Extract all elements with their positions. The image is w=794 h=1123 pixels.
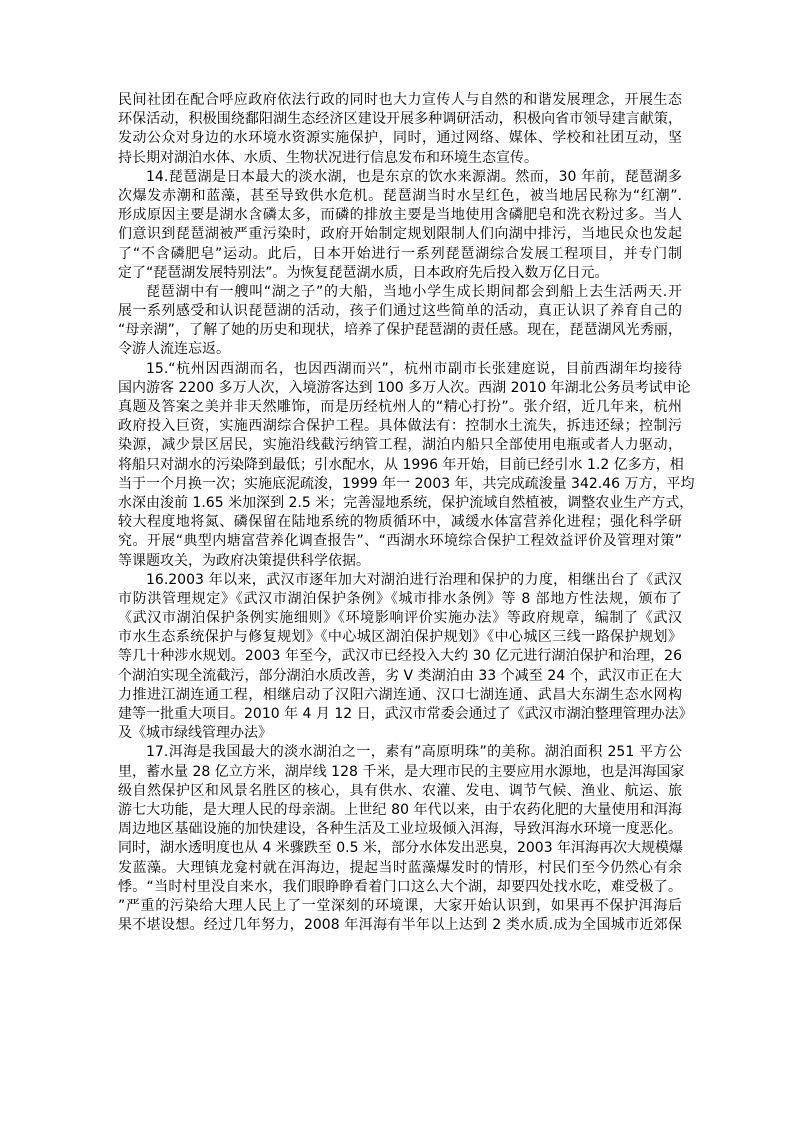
text-line: 果不堪设想。经过几年努力，2008 年洱海有半年以上达到 2 类水质.成为全国城市近郊保 bbox=[118, 917, 682, 934]
text-line: 真题及答案之美并非天然雕饰，而是历经杭州人的“精心打扮”。张介绍，近几年来，杭州 bbox=[118, 399, 682, 415]
text-line: 染源，减少景区居民，实施沿线截污纳管工程，湖泊内船只全部使用电瓶或者人力驱动， bbox=[118, 437, 682, 454]
text-line: 水深由浚前 1.65 米加深到 2.5 米；完善湿地系统，保护流域自然植被，调整农业生产方式， bbox=[118, 494, 694, 511]
text-line: 环保活动，积极围绕鄱阳湖生态经济区建设开展多种调研活动，积极向省市领导建言献策， bbox=[118, 111, 682, 128]
text-line: 级自然保护区和风景名胜区的核心，具有供水、农灌、发电、调节气候、渔业、航运、旅 bbox=[118, 782, 682, 799]
text-line: “母亲湖”，了解了她的历史和现状，培养了保护琵琶湖的责任感。现在，琵琶湖风光秀丽， bbox=[118, 322, 682, 339]
text-line: 市防洪管理规定》《武汉市湖泊保护条例》《城市排水条例》等 8 部地方性法规，颁布了 bbox=[118, 590, 682, 607]
text-line: 建等一批重大项目。2010 年 4 月 12 日，武汉市常委会通过了《武汉市湖泊整理管理办法》 bbox=[118, 706, 693, 722]
paragraph bbox=[118, 91, 682, 168]
text-line: 力推进江湖连通工程，相继启动了汉阳六湖连通、汉口七湖连通、武昌大东湖生态水网构 bbox=[118, 686, 682, 703]
text-line: 们意识到琵琶湖被严重污染时，政府开始制定规划限制人们向湖中排污，当地民众也发起 bbox=[118, 226, 682, 243]
text-line: 15.“杭州因西湖而名，也因西湖而兴”，杭州市副市长张建庭说，目前西湖年均接待 bbox=[146, 360, 682, 377]
text-line: 周边地区基础设施的加快建设，各种生活及工业垃圾倾入洱海，导致洱海水环境一度恶化。 bbox=[118, 821, 682, 838]
text-line: 市水生态系统保护与修复规划》《中心城区湖泊保护规划》《中心城区三线一路保护规划》 bbox=[118, 629, 682, 646]
text-line: 民间社团在配合呼应政府依法行政的同时也大力宣传人与自然的和谐发展理念，开展生态 bbox=[118, 92, 682, 108]
text-line: 游七大功能，是大理人民的母亲湖。上世纪 80 年代以来，由于农药化肥的大量使用和洱海 bbox=[118, 801, 682, 818]
text-line: 国内游客 2200 多万人次，入境游客达到 100 多万人次。西湖 2010 年湖北公务员考试申论 bbox=[118, 379, 691, 396]
paragraph bbox=[118, 743, 685, 935]
text-line: 形成原因主要是湖水含磷太多，而磷的排放主要是当地使用含磷肥皂和洗衣粉过多。当人 bbox=[118, 207, 682, 224]
text-line: 悸。“当时村里没自来水，我们眼睁睁看着门口这么大个湖，却要四处找水吃，难受极了。 bbox=[118, 878, 682, 895]
paragraph bbox=[118, 571, 693, 744]
text-line: 《武汉市湖泊保护条例实施细则》《环境影响评价实施办法》等政府规章，编制了《武汉 bbox=[118, 610, 682, 627]
text-line: 发动公众对身边的水环境水资源实施保护，同时，通过网络、媒体、学校和社团互动，坚 bbox=[118, 130, 682, 147]
text-line: 17.洱海是我国最大的淡水湖泊之一，素有”高原明珠”的美称。湖泊面积 251 平方公 bbox=[146, 744, 682, 761]
text-line: 令游人流连忘返。 bbox=[118, 341, 230, 358]
text-line: 个湖泊实现全流截污，部分湖泊水质改善，劣 V 类湖泊由 33 个减至 24 个，武汉市正在大 bbox=[118, 667, 682, 684]
document-page bbox=[118, 91, 695, 935]
text-line: 持长期对湖泊水体、水质、生物状况进行信息发布和环境生态宣传。 bbox=[118, 149, 538, 166]
text-line: 琵琶湖中有一艘叫“湖之子”的大船，当地小学生成长期间都会到船上去生活两天.开 bbox=[146, 283, 682, 300]
text-line: 16.2003 年以来，武汉市逐年加大对湖泊进行治理和保护的力度，相继出台了《武汉 bbox=[146, 571, 682, 588]
text-line: 等几十种涉水规划。2003 年至今，武汉市已经投入大约 30 亿元进行湖泊保护和治理，26 bbox=[118, 648, 682, 665]
text-line: 等课题攻关，为政府决策提供科学依据。 bbox=[118, 552, 370, 569]
text-line: 展一系列感受和认识琵琶湖的活动，孩子们通过这些简单的活动，真正认识了养育自己的 bbox=[118, 303, 682, 320]
text-line: 了“不含磷肥皂”运动。此后，日本开始进行一系列琵琶湖综合发展工程项目，并专门制 bbox=[118, 245, 682, 262]
paragraph bbox=[118, 360, 695, 571]
text-line: 定了“琵琶湖发展特别法”。为恢复琵琶湖水质，日本政府先后投入数万亿日元。 bbox=[118, 264, 609, 281]
text-line: 将船只对湖水的污染降到最低；引水配水，从 1996 年开始，目前已经引水 1.2 亿多方，相 bbox=[118, 456, 684, 473]
text-line: 较大程度地将氮、磷保留在陆地系统的物质循环中，减缓水体富营养化进程；强化科学研 bbox=[118, 514, 682, 531]
text-line: ”严重的污染给大理人民上了一堂深刻的环境课，大家开始认识到，如果再不保护洱海后 bbox=[118, 897, 682, 914]
text-line: 里，蓄水量 28 亿立方米，湖岸线 128 千米，是大理市民的主要应用水源地，也是洱海国家 bbox=[118, 763, 685, 780]
text-line: 及《城市绿线管理办法》 bbox=[118, 725, 272, 742]
text-line: 次爆发赤潮和蓝藻，甚至导致供水危机。琵琶湖当时水呈红色，被当地居民称为“红潮”. bbox=[118, 187, 682, 204]
text-line: 究。开展“典型内塘富营养化调查报告”、“西湖水环境综合保护工程效益评价及管理对策” bbox=[118, 533, 682, 550]
text-line: 14.琵琶湖是日本最大的淡水湖，也是东京的饮水来源湖。然而，30 年前，琵琶湖多 bbox=[146, 168, 682, 185]
text-line: 当于一个月换一次；实施底泥疏浚，1999 年一 2003 年，共完成疏浚量 342.46 万方，平均 bbox=[118, 475, 695, 492]
text-line: 同时，湖水透明度也从 4 米骤跌至 0.5 米，部分水体发出恶臭，2003 年洱海再次大规模爆 bbox=[118, 840, 684, 857]
paragraph bbox=[118, 283, 682, 360]
paragraph bbox=[118, 168, 682, 283]
text-line: 发蓝藻。大理镇龙龛村就在洱海边，提起当时蓝藻爆发时的情形，村民们至今仍然心有余 bbox=[118, 859, 682, 876]
text-line: 政府投入巨资，实施西湖综合保护工程。具体做法有：控制水土流失，拆违还绿；控制污 bbox=[118, 418, 682, 435]
